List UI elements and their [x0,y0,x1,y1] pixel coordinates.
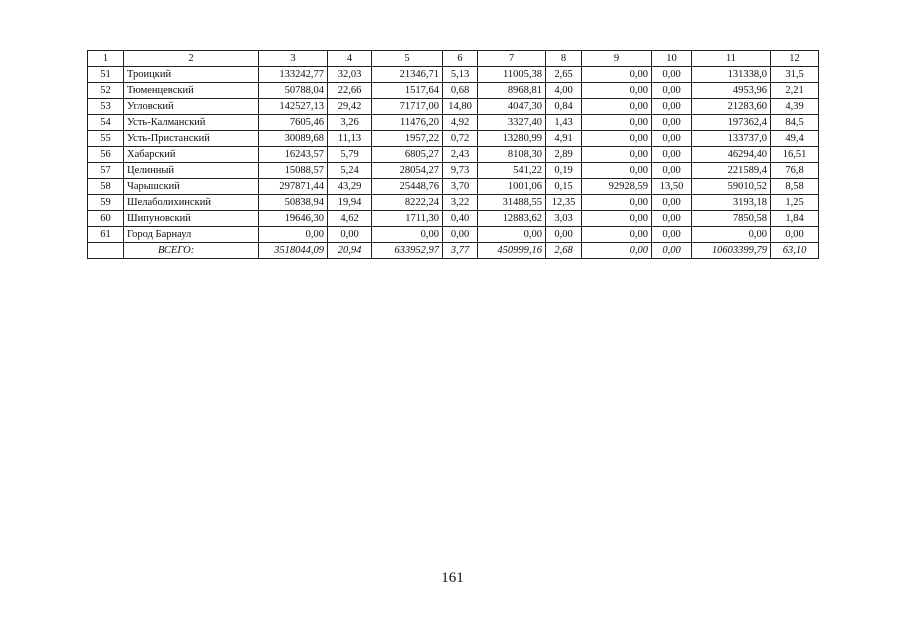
table-cell: 0,00 [328,227,372,243]
table-cell: Угловский [124,99,259,115]
table-cell: 51 [88,67,124,83]
table-row [88,67,819,83]
table-cell: 2,43 [443,147,478,163]
table-cell: 4953,96 [692,83,771,99]
table-row [88,83,819,99]
table-cell: 0,00 [652,195,692,211]
table-cell: 450999,16 [478,243,546,259]
table-cell: 142527,13 [259,99,328,115]
table-cell [88,243,124,259]
header-cell: 12 [771,51,819,67]
table-cell: 46294,40 [692,147,771,163]
table-cell: Шелаболихинский [124,195,259,211]
header-cell: 3 [259,51,328,67]
table-row [88,195,819,211]
table-cell: 57 [88,163,124,179]
table-cell: 1,84 [771,211,819,227]
header-cell: 4 [328,51,372,67]
table-cell: 56 [88,147,124,163]
table-cell: Чарышский [124,179,259,195]
table-cell: 0,00 [652,163,692,179]
table-cell: 49,4 [771,131,819,147]
statistics-table [87,50,819,259]
table-cell: 13,50 [652,179,692,195]
table-cell: 14,80 [443,99,478,115]
table-cell: 0,72 [443,131,478,147]
table-cell: 0,00 [582,163,652,179]
table-cell: 19646,30 [259,211,328,227]
table-cell: 12883,62 [478,211,546,227]
table-cell: 3,22 [443,195,478,211]
table-cell: 4,62 [328,211,372,227]
table-cell: 3193,18 [692,195,771,211]
table-cell: 50838,94 [259,195,328,211]
table-cell: Тюменцевский [124,83,259,99]
table-cell: 0,00 [582,99,652,115]
table-cell: 133242,77 [259,67,328,83]
table-cell: Усть-Калманский [124,115,259,131]
table-cell: 1711,30 [372,211,443,227]
table-cell: 60 [88,211,124,227]
table-cell: Усть-Пристанский [124,131,259,147]
table-cell: 59 [88,195,124,211]
header-cell: 5 [372,51,443,67]
table-cell: 13280,99 [478,131,546,147]
table-cell: 0,00 [582,83,652,99]
table-cell: 4,00 [546,83,582,99]
table-cell: 0,00 [652,147,692,163]
table-cell: 3518044,09 [259,243,328,259]
table-cell: 2,21 [771,83,819,99]
table-cell: 0,00 [652,67,692,83]
header-cell: 1 [88,51,124,67]
table-cell: 9,73 [443,163,478,179]
table-cell: 0,00 [652,115,692,131]
table-cell: 0,00 [582,243,652,259]
table-cell: 21346,71 [372,67,443,83]
table-cell: 541,22 [478,163,546,179]
table-cell: 0,00 [443,227,478,243]
table-cell: 0,00 [582,195,652,211]
table-cell: 19,94 [328,195,372,211]
table-cell: 3,70 [443,179,478,195]
table-cell: 1,25 [771,195,819,211]
table-cell: 20,94 [328,243,372,259]
table-cell: 1517,64 [372,83,443,99]
table-cell: 0,00 [546,227,582,243]
table-cell: 8108,30 [478,147,546,163]
table-cell: 4047,30 [478,99,546,115]
table-cell: 52 [88,83,124,99]
table-cell: Шипуновский [124,211,259,227]
table-cell: 61 [88,227,124,243]
table-cell: 4,91 [546,131,582,147]
table-cell: 0,40 [443,211,478,227]
table-cell: 0,00 [652,83,692,99]
table-cell: 10603399,79 [692,243,771,259]
table-cell: 16243,57 [259,147,328,163]
table-cell: 3327,40 [478,115,546,131]
table-cell: 8968,81 [478,83,546,99]
table-body [88,51,819,259]
table-cell: 1,43 [546,115,582,131]
table-cell: 7850,58 [692,211,771,227]
table-cell: 22,66 [328,83,372,99]
table-cell: 633952,97 [372,243,443,259]
table-cell: 30089,68 [259,131,328,147]
table-cell: 43,29 [328,179,372,195]
header-cell: 6 [443,51,478,67]
table-cell: 3,26 [328,115,372,131]
table-cell: ВСЕГО: [124,243,259,259]
table-cell: 0,00 [652,243,692,259]
table-cell: 0,00 [582,67,652,83]
table-cell: 0,00 [259,227,328,243]
table-cell: 3,77 [443,243,478,259]
table-cell: 15088,57 [259,163,328,179]
table-cell: 29,42 [328,99,372,115]
table-cell: 0,00 [582,115,652,131]
table-cell: 297871,44 [259,179,328,195]
table-cell: 0,00 [692,227,771,243]
table-cell: 71717,00 [372,99,443,115]
table-cell: 55 [88,131,124,147]
table-cell: 0,00 [582,211,652,227]
table-cell: 0,00 [652,99,692,115]
table-cell: 5,24 [328,163,372,179]
table-cell: 0,68 [443,83,478,99]
table-cell: 59010,52 [692,179,771,195]
table-cell: 7605,46 [259,115,328,131]
table-cell: Город Барнаул [124,227,259,243]
table-cell: 12,35 [546,195,582,211]
table-cell: 63,10 [771,243,819,259]
table-cell: 53 [88,99,124,115]
table-cell: 2,65 [546,67,582,83]
table-cell: 11005,38 [478,67,546,83]
table-cell: 16,51 [771,147,819,163]
table-cell: Целинный [124,163,259,179]
table-cell: 50788,04 [259,83,328,99]
table-total-row [88,243,819,259]
table-cell: 197362,4 [692,115,771,131]
table-cell: 11476,20 [372,115,443,131]
table-row [88,115,819,131]
table-cell: 0,15 [546,179,582,195]
table-cell: Троицкий [124,67,259,83]
table-cell: 0,00 [582,131,652,147]
table-cell: 0,00 [582,147,652,163]
header-cell: 11 [692,51,771,67]
header-cell: 7 [478,51,546,67]
table-cell: 3,03 [546,211,582,227]
table-cell: 8222,24 [372,195,443,211]
table-cell: 2,89 [546,147,582,163]
table-cell: 5,79 [328,147,372,163]
table-cell: 11,13 [328,131,372,147]
table-cell: 0,84 [546,99,582,115]
table-cell: 0,00 [478,227,546,243]
table-cell: 6805,27 [372,147,443,163]
table-cell: 31488,55 [478,195,546,211]
table-cell: 0,00 [372,227,443,243]
table-cell: 0,00 [771,227,819,243]
table-cell: 84,5 [771,115,819,131]
table-cell: 28054,27 [372,163,443,179]
table-cell: 92928,59 [582,179,652,195]
table-row [88,211,819,227]
table-cell: 0,00 [652,131,692,147]
table-row [88,179,819,195]
table-cell: 54 [88,115,124,131]
table-cell: 0,00 [652,211,692,227]
table-row [88,131,819,147]
table-cell: 8,58 [771,179,819,195]
table-row [88,227,819,243]
table-cell: 21283,60 [692,99,771,115]
table-cell: 0,00 [652,227,692,243]
table-row [88,163,819,179]
table-cell: 0,00 [582,227,652,243]
table-cell: 58 [88,179,124,195]
table-header-row [88,51,819,67]
table-row [88,147,819,163]
table-cell: 32,03 [328,67,372,83]
table-cell: 31,5 [771,67,819,83]
table-cell: 76,8 [771,163,819,179]
table-cell: 4,39 [771,99,819,115]
table-cell: 4,92 [443,115,478,131]
table-cell: Хабарский [124,147,259,163]
table-cell: 0,19 [546,163,582,179]
table-cell: 1001,06 [478,179,546,195]
table-cell: 131338,0 [692,67,771,83]
table-row [88,99,819,115]
table-cell: 5,13 [443,67,478,83]
table-cell: 221589,4 [692,163,771,179]
header-cell: 2 [124,51,259,67]
table-cell: 1957,22 [372,131,443,147]
page-number: 161 [441,570,464,586]
header-cell: 8 [546,51,582,67]
header-cell: 9 [582,51,652,67]
table-cell: 25448,76 [372,179,443,195]
table-cell: 133737,0 [692,131,771,147]
table-cell: 2,68 [546,243,582,259]
header-cell: 10 [652,51,692,67]
